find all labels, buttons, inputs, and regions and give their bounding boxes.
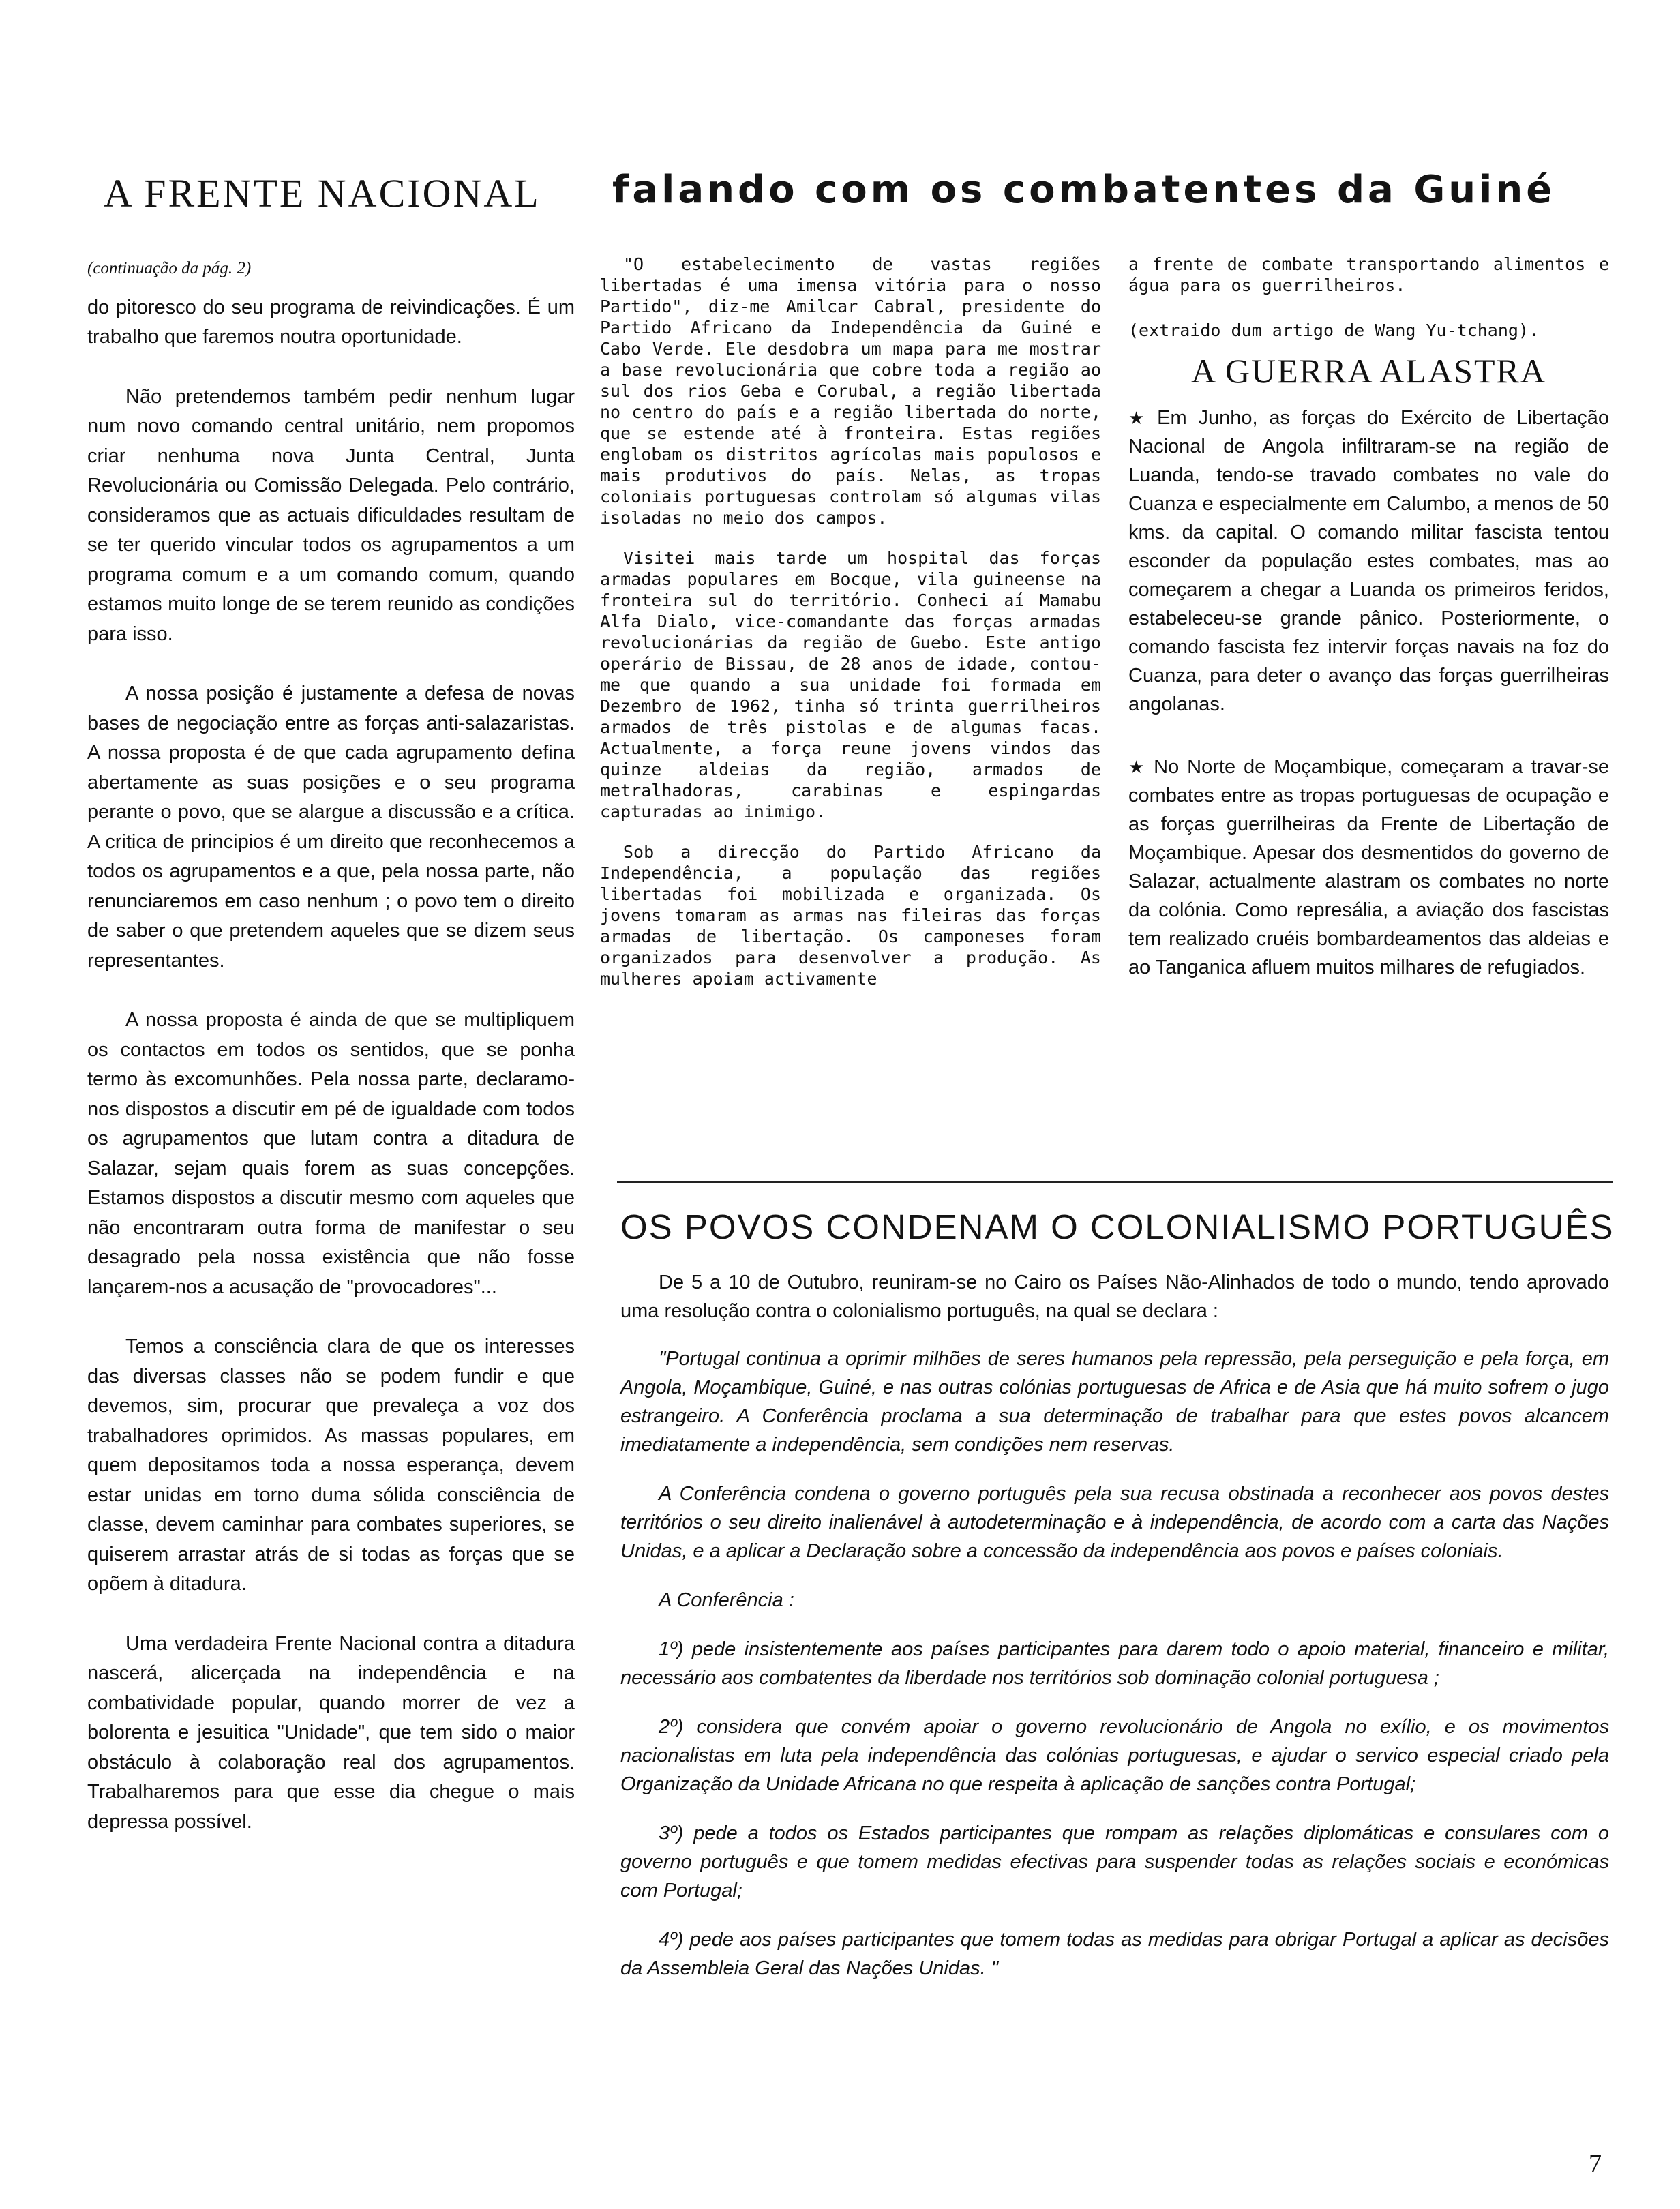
column-frente-nacional (87, 254, 575, 1867)
star-icon: ★ (1128, 757, 1148, 777)
page-number: 7 (1589, 2150, 1602, 2178)
resolution-intro: De 5 a 10 de Outubro, reuniram-se no Cairo os Países Não-Alinhados de todo o mundo, tendo aprovado uma resolução contra o colonialismo português, na qual se declara : (620, 1272, 1609, 1322)
resolution-paragraph: 3º) pede a todos os Estados participantes que rompam as relações diplomáticas e consulares com o governo português e que tomem medidas efectivas para suspender todas as relações sociais e económicas com Portugal; (620, 1822, 1609, 1902)
resolution-paragraph: 2º) considera que convém apoiar o governo revolucionário de Angola no exílio, e os movimentos nacionalistas em luta pela independência das colónias portuguesas, e ajudar o servico especial criado pela Organização da Unidade Africana no que respeita à aplicação de sanções contra Portugal; (620, 1716, 1609, 1795)
paragraph: Visitei mais tarde um hospital das forças armadas populares em Bocque, vila guineense na fronteira sul do território. Conheci aí Mamabu Alfa Dialo, vice-comandante das forças armadas revolucionárias da região de Guebo. Este antigo operário de Bissau, de 28 anos de idade, contou-me que quando a sua unidade foi formada em Dezembro de 1962, tinha só trinta guerrilheiros armados de três pistolas e de algumas facas. Actualmente, a força reune jovens vindos das quinze aldeias da região, armados de metralhadoras, carabinas e espingardas capturadas ao inimigo. (600, 548, 1101, 822)
resolution-paragraph: 1º) pede insistentemente aos países participantes para darem todo o apoio material, financeiro e militar, necessário aos combatentes da liberdade nos territórios sob dominação colonial portuguesa ; (620, 1638, 1609, 1689)
paragraph: do pitoresco do seu programa de reivindicações. É um trabalho que faremos noutra oportunidade. (87, 296, 575, 348)
resolution-section (620, 1268, 1609, 2003)
resolution-paragraph: A Conferência condena o governo português pela sua recusa obstinada a reconhecer aos povos destes territórios o seu direito inalienável à autodeterminação e à independência, de acordo com a carta das Nações Unidas, e a aplicar a Declaração sobre a concessão da independência aos povos e países coloniais. (620, 1483, 1609, 1562)
guerra-alastra-heading: A GUERRA ALASTRA (1191, 352, 1546, 390)
news-item-text: No Norte de Moçambique, começaram a travar-se combates entre as tropas portuguesas de ocupação e as forças guerrilheiras da Frente de Libertação de Moçambique. Apesar dos desmentidos do governo de Salazar, actualmente alastram os combates no norte da colónia. Como represália, a aviação dos fascistas tem realizado cruéis bombardeamentos das aldeias e ao Tanganica afluem muitos milhares de refugiados. (1128, 756, 1609, 978)
paragraph: A nossa proposta é ainda de que se multipliquem os contactos em todos os sentidos, que se ponha termo às excomunhões. Pela nossa parte, declaramo-nos dispostos a discutir em pé de igualdade com todos os agrupamentos que lutam contra a ditadura de Salazar, sejam quais forem as suas concepções. Estamos dispostos a discutir mesmo com aqueles que não encontraram outra forma de manifestar o seu desagrado pela nossa existência que não fosse lançarem-nos a acusação de "provocadores"... (87, 1009, 575, 1298)
colonialismo-heading: OS POVOS CONDENAM O COLONIALISMO PORTUGUÊS (620, 1207, 1615, 1246)
news-item-text: Em Junho, as forças do Exército de Libertação Nacional de Angola infiltraram-se na região de Luanda, tendo-se travado combates no vale do Cuanza e especialmente em Calumbo, a menos de 50 kms. da capital. O comando militar fascista tentou esconder da população estes combates, mas ao começarem a chegar a Luanda os primeiros feridos, estabeleceu-se grande pânico. Posteriormente, o comando fascista fez intervir forças navais na foz do Cuanza, para deter o avanço das forças guerrilheiras angolanas. (1128, 407, 1609, 715)
resolution-paragraph: 4º) pede aos países participantes que tomem todas as medidas para obrigar Portugal a aplicar as decisões da Assembleia Geral das Nações Unidas. " (620, 1929, 1609, 1979)
paragraph: Temos a consciência clara de que os interesses das diversas classes não se podem fundir e que devemos, sim, procurar que prevaleça a voz dos trabalhadores oprimidos. As massas populares, em quem depositamos toda a nossa esperança, devem estar unidas em torno duma sólida consciência de classe, devem caminhar para combates superiores, se quiserem arrastar atrás de si todas as forças que se opõem à ditadura. (87, 1336, 575, 1595)
left-section-heading: A FRENTE NACIONAL (104, 171, 541, 215)
paragraph: Sob a direcção do Partido Africano da Independência, a população das regiões libertadas foi mobilizada e organizada. Os jovens tomaram as armas nas fileiras das forças armadas de libertação. Os camponeses foram organizados para desenvolver a produção. As mulheres apoiam activamente (600, 842, 1101, 989)
column-guerra-alastra (1128, 254, 1609, 1016)
paragraph: Uma verdadeira Frente Nacional contra a ditadura nascerá, alicerçada na independência e na combatividade popular, quando morrer de vez a bolorenta e jesuitica "Unidade", que tem sido o maior obstáculo à colaboração real dos agrupamentos. Trabalharemos para que esse dia chegue o mais depressa possível. (87, 1632, 575, 1833)
paragraph: "O estabelecimento de vastas regiões libertadas é uma imensa vitória para o nosso Partido", diz-me Amilcar Cabral, presidente do Partido Africano da Independência da Guiné e Cabo Verde. Ele desdobra um mapa para me mostrar a base revolucionária que cobre toda a região ao sul dos rios Geba e Corubal, a região libertada no centro do país e a região libertada do norte, que se estende até à fronteira. Estas regiões englobam os distritos agrícolas mais populosos e mais produtivos do país. Nelas, as tropas coloniais portuguesas controlam só algumas vilas isoladas no meio dos campos. (600, 254, 1101, 528)
star-icon: ★ (1128, 408, 1151, 428)
news-item (1128, 753, 1609, 982)
resolution-paragraph: "Portugal continua a oprimir milhões de seres humanos pela repressão, pela perseguição e pela força, em Angola, Moçambique, Guiné, e nas outras colónias portuguesas de Africa e de Asia que há muito sofrem o jugo estrangeiro. A Conferência proclama a sua determinação de trabalhar para que estes povos alcancem imediatamente a independência, sem condições nem reservas. (620, 1348, 1609, 1456)
article-credit: (extraido dum artigo de Wang Yu-tchang). (1128, 320, 1540, 340)
news-item (1128, 404, 1609, 719)
continuation-note: (continuação da pág. 2) (87, 259, 252, 277)
section-divider (617, 1181, 1612, 1183)
right-section-heading: falando com os combatentes da Guiné (612, 168, 1556, 212)
paragraph: A nossa posição é justamente a defesa de novas bases de negociação entre as forças anti-salazaristas. A nossa proposta é de que cada agrupamento defina abertamente as suas posições e o seu programa perante o povo, que se alargue a discussão e a crítica. A critica de principios é um direito que reconhecemos a todos os agrupamentos e a que, pela nossa parte, não renunciaremos em caso nenhum ; o povo tem o direito de saber o que pretendem aqueles que se dizem seus representantes. (87, 682, 575, 972)
paragraph: Não pretendemos também pedir nenhum lugar num novo comando central unitário, nem propomos criar nenhuma nova Junta Central, Junta Revolucionária ou Comissão Delegada. Pelo contrário, consideramos que as actuais dificuldades resultam de se ter querido vincular todos os agrupamentos a um programa comum e a um comando comum, quando estamos muito longe de se terem reunido as condições para isso. (87, 385, 575, 645)
article-continuation: a frente de combate transportando alimentos e água para os guerrilheiros. (1128, 254, 1609, 295)
column-guine-article (600, 254, 1101, 1008)
resolution-paragraph: A Conferência : (659, 1589, 794, 1611)
